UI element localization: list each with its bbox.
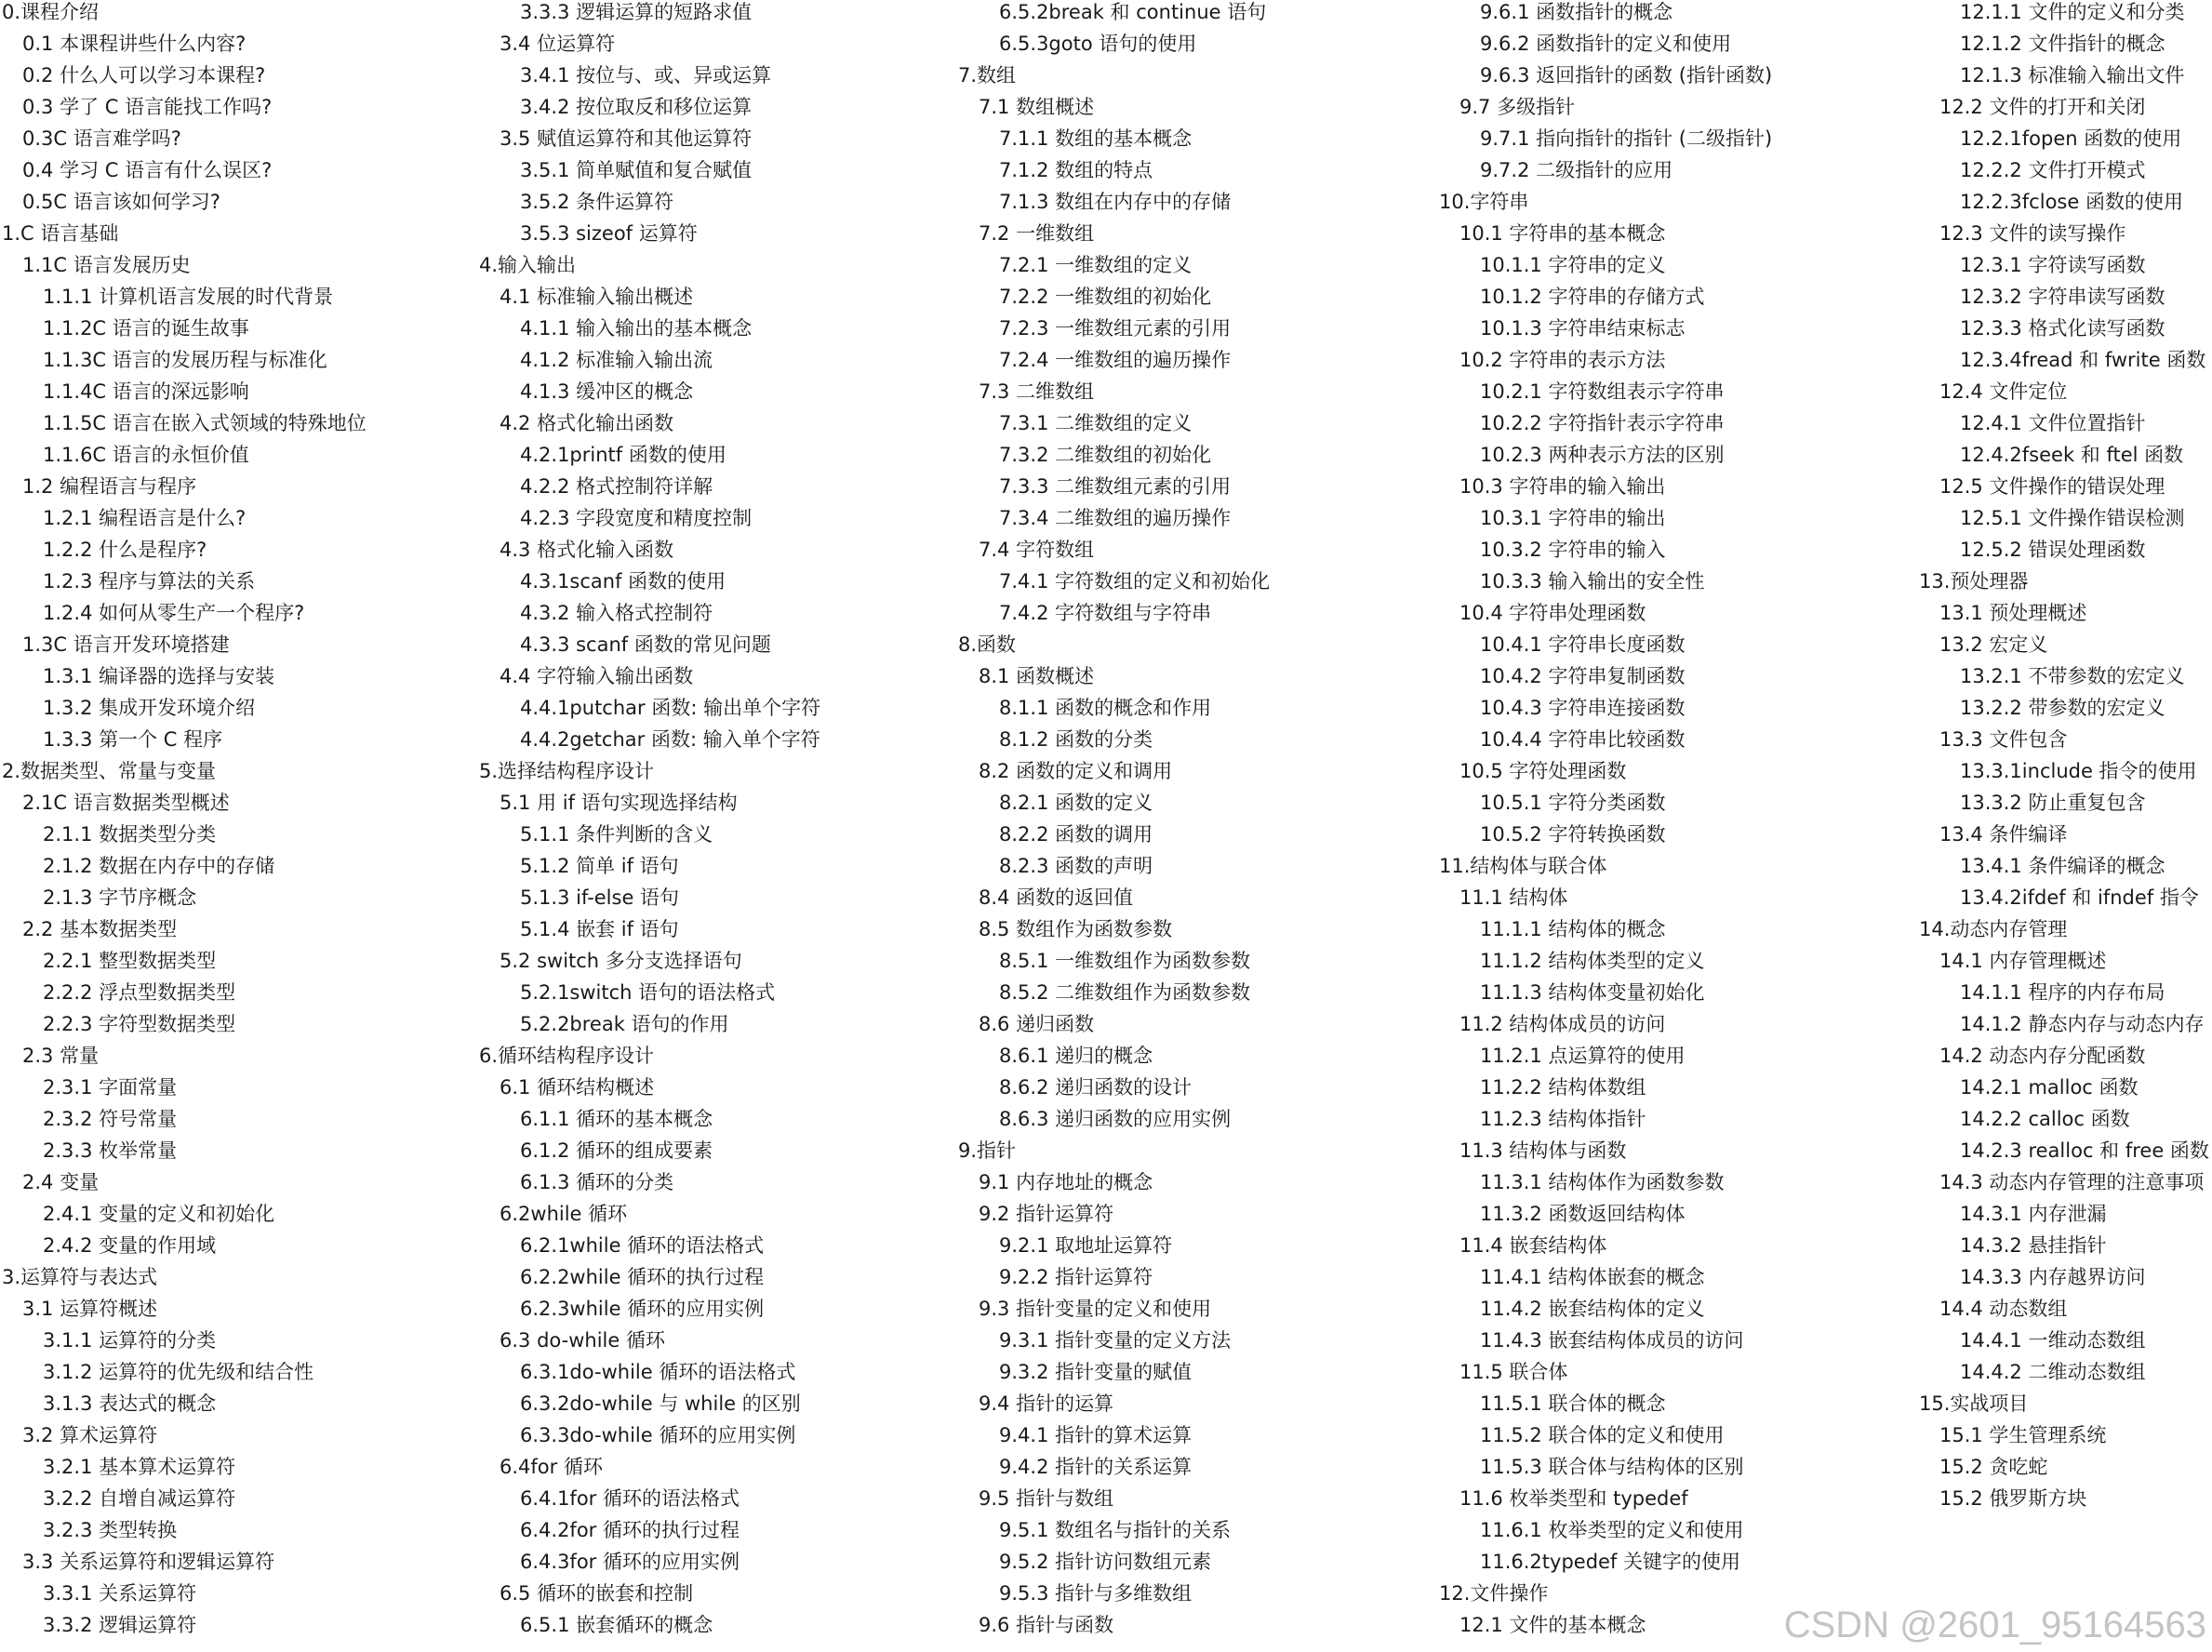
toc-section: 15.1 学生管理系统 bbox=[1939, 1424, 2107, 1446]
toc-chapter: 14.动态内存管理 bbox=[1919, 918, 2068, 940]
toc-subsection: 6.4.3for 循环的应用实例 bbox=[520, 1551, 740, 1573]
toc-subsection: 10.5.2 字符转换函数 bbox=[1480, 823, 1666, 846]
toc-subsection: 2.4.1 变量的定义和初始化 bbox=[43, 1203, 275, 1225]
toc-section: 7.2 一维数组 bbox=[979, 222, 1095, 245]
toc-subsection: 10.4.3 字符串连接函数 bbox=[1480, 697, 1686, 719]
toc-subsection: 6.4.1for 循环的语法格式 bbox=[520, 1487, 740, 1510]
toc-subsection: 7.1.1 数组的基本概念 bbox=[999, 127, 1193, 150]
toc-subsection: 7.1.2 数组的特点 bbox=[999, 159, 1153, 181]
toc-subsection: 7.3.2 二维数组的初始化 bbox=[999, 444, 1212, 466]
toc-subsection: 12.4.1 文件位置指针 bbox=[1960, 412, 2146, 434]
toc-section: 1.1C 语言发展历史 bbox=[22, 254, 191, 276]
toc-subsection: 9.6.1 函数指针的概念 bbox=[1480, 1, 1673, 23]
toc-section: 10.1 字符串的基本概念 bbox=[1459, 222, 1666, 245]
toc-subsection: 8.5.2 二维数组作为函数参数 bbox=[999, 981, 1251, 1004]
toc-subsection: 8.2.1 函数的定义 bbox=[999, 792, 1153, 814]
toc-chapter: 10.字符串 bbox=[1439, 191, 1529, 213]
toc-subsection: 9.4.2 指针的关系运算 bbox=[999, 1456, 1193, 1478]
toc-section: 9.4 指针的运算 bbox=[979, 1392, 1114, 1415]
toc-subsection: 2.3.2 符号常量 bbox=[43, 1108, 178, 1130]
toc-subsection: 10.4.1 字符串长度函数 bbox=[1480, 633, 1686, 656]
toc-section: 7.4 字符数组 bbox=[979, 539, 1095, 561]
toc-subsection: 4.3.2 输入格式控制符 bbox=[520, 602, 713, 624]
toc-subsection: 4.1.1 输入输出的基本概念 bbox=[520, 317, 753, 340]
toc-subsection: 1.1.6C 语言的永恒价值 bbox=[43, 444, 249, 466]
toc-subsection: 10.4.4 字符串比较函数 bbox=[1480, 728, 1686, 751]
toc-subsection: 8.1.1 函数的概念和作用 bbox=[999, 697, 1212, 719]
toc-section: 5.2 switch 多分支选择语句 bbox=[500, 950, 742, 972]
toc-subsection: 2.2.3 字符型数据类型 bbox=[43, 1013, 236, 1035]
toc-subsection: 2.3.1 字面常量 bbox=[43, 1076, 178, 1099]
toc-subsection: 2.1.1 数据类型分类 bbox=[43, 823, 217, 846]
toc-subsection: 3.3.2 逻辑运算符 bbox=[43, 1614, 197, 1636]
toc-section: 6.1 循环结构概述 bbox=[500, 1076, 655, 1099]
toc-subsection: 2.3.3 枚举常量 bbox=[43, 1139, 178, 1162]
toc-section: 4.4 字符输入输出函数 bbox=[500, 665, 694, 687]
toc-subsection: 5.1.3 if-else 语句 bbox=[520, 886, 680, 909]
toc-subsection: 14.4.1 一维动态数组 bbox=[1960, 1329, 2146, 1352]
toc-subsection: 14.1.1 程序的内存布局 bbox=[1960, 981, 2165, 1004]
toc-subsection: 12.3.4fread 和 fwrite 函数 bbox=[1960, 349, 2206, 371]
toc-subsection: 8.2.2 函数的调用 bbox=[999, 823, 1153, 846]
toc-subsection: 1.1.5C 语言在嵌入式领域的特殊地位 bbox=[43, 412, 366, 434]
toc-subsection: 7.2.3 一维数组元素的引用 bbox=[999, 317, 1232, 340]
toc-section: 4.2 格式化输出函数 bbox=[500, 412, 674, 434]
toc-subsection: 9.5.3 指针与多维数组 bbox=[999, 1582, 1193, 1605]
toc-subsection: 11.4.1 结构体嵌套的概念 bbox=[1480, 1266, 1705, 1288]
toc-subsection: 9.4.1 指针的算术运算 bbox=[999, 1424, 1193, 1446]
toc-chapter: 8.函数 bbox=[958, 633, 1017, 656]
toc-subsection: 11.1.2 结构体类型的定义 bbox=[1480, 950, 1705, 972]
toc-chapter: 5.选择结构程序设计 bbox=[479, 760, 655, 782]
toc-subsection: 10.4.2 字符串复制函数 bbox=[1480, 665, 1686, 687]
toc-subsection: 1.1.2C 语言的诞生故事 bbox=[43, 317, 249, 340]
toc-subsection: 8.1.2 函数的分类 bbox=[999, 728, 1153, 751]
toc-section: 12.3 文件的读写操作 bbox=[1939, 222, 2126, 245]
toc-section: 12.5 文件操作的错误处理 bbox=[1939, 475, 2165, 498]
toc-section: 1.3C 语言开发环境搭建 bbox=[22, 633, 230, 656]
toc-subsection: 3.4.2 按位取反和移位运算 bbox=[520, 96, 753, 118]
toc-subsection: 13.4.2ifdef 和 ifndef 指令 bbox=[1960, 886, 2199, 909]
toc-subsection: 6.5.1 嵌套循环的概念 bbox=[520, 1614, 713, 1636]
toc-subsection: 12.1.2 文件指针的概念 bbox=[1960, 33, 2165, 55]
toc-subsection: 12.2.3fclose 函数的使用 bbox=[1960, 191, 2183, 213]
toc-subsection: 14.2.1 malloc 函数 bbox=[1960, 1076, 2139, 1099]
toc-subsection: 12.4.2fseek 和 ftel 函数 bbox=[1960, 444, 2184, 466]
toc-subsection: 9.7.2 二级指针的应用 bbox=[1480, 159, 1673, 181]
toc-subsection: 5.1.4 嵌套 if 语句 bbox=[520, 918, 679, 940]
toc-subsection: 7.2.4 一维数组的遍历操作 bbox=[999, 349, 1232, 371]
toc-subsection: 13.2.2 带参数的宏定义 bbox=[1960, 697, 2165, 719]
toc-subsection: 11.6.1 枚举类型的定义和使用 bbox=[1480, 1519, 1744, 1541]
toc-subsection: 13.3.2 防止重复包含 bbox=[1960, 792, 2146, 814]
toc-subsection: 3.1.2 运算符的优先级和结合性 bbox=[43, 1361, 314, 1383]
toc-section: 9.3 指针变量的定义和使用 bbox=[979, 1298, 1212, 1320]
toc-subsection: 8.2.3 函数的声明 bbox=[999, 855, 1153, 877]
toc-section: 8.5 数组作为函数参数 bbox=[979, 918, 1173, 940]
toc-subsection: 10.2.1 字符数组表示字符串 bbox=[1480, 380, 1725, 403]
toc-subsection: 12.3.1 字符读写函数 bbox=[1960, 254, 2146, 276]
toc-subsection: 12.5.2 错误处理函数 bbox=[1960, 539, 2146, 561]
toc-subsection: 11.4.2 嵌套结构体的定义 bbox=[1480, 1298, 1705, 1320]
toc-subsection: 10.3.1 字符串的输出 bbox=[1480, 507, 1666, 529]
toc-section: 14.4 动态数组 bbox=[1939, 1298, 2068, 1320]
toc-subsection: 4.2.1printf 函数的使用 bbox=[520, 444, 726, 466]
toc-chapter: 3.运算符与表达式 bbox=[2, 1266, 158, 1288]
toc-section: 8.1 函数概述 bbox=[979, 665, 1095, 687]
toc-subsection: 9.6.2 函数指针的定义和使用 bbox=[1480, 33, 1732, 55]
toc-subsection: 6.1.3 循环的分类 bbox=[520, 1171, 674, 1193]
toc-subsection: 12.5.1 文件操作错误检测 bbox=[1960, 507, 2185, 529]
toc-section: 9.7 多级指针 bbox=[1459, 96, 1576, 118]
toc-subsection: 10.3.2 字符串的输入 bbox=[1480, 539, 1666, 561]
toc-subsection: 6.1.2 循环的组成要素 bbox=[520, 1139, 713, 1162]
toc-chapter: 12.文件操作 bbox=[1439, 1582, 1549, 1605]
toc-section: 2.3 常量 bbox=[22, 1045, 100, 1067]
toc-section: 13.3 文件包含 bbox=[1939, 728, 2068, 751]
toc-section: 10.3 字符串的输入输出 bbox=[1459, 475, 1666, 498]
toc-section: 3.1 运算符概述 bbox=[22, 1298, 158, 1320]
toc-section: 11.4 嵌套结构体 bbox=[1459, 1234, 1607, 1257]
toc-section: 6.5 循环的嵌套和控制 bbox=[500, 1582, 694, 1605]
toc-subsection: 2.2.1 整型数据类型 bbox=[43, 950, 217, 972]
toc-section: 7.3 二维数组 bbox=[979, 380, 1095, 403]
toc-subsection: 10.1.1 字符串的定义 bbox=[1480, 254, 1666, 276]
toc-subsection: 3.3.1 关系运算符 bbox=[43, 1582, 197, 1605]
toc-section: 14.1 内存管理概述 bbox=[1939, 950, 2107, 972]
toc-section: 13.4 条件编译 bbox=[1939, 823, 2068, 846]
toc-subsection: 7.2.2 一维数组的初始化 bbox=[999, 286, 1212, 308]
toc-subsection: 12.2.2 文件打开模式 bbox=[1960, 159, 2146, 181]
toc-subsection: 4.4.2getchar 函数: 输入单个字符 bbox=[520, 728, 820, 751]
toc-chapter: 15.实战项目 bbox=[1919, 1392, 2029, 1415]
toc-section: 6.4for 循环 bbox=[500, 1456, 603, 1478]
toc-subsection: 10.1.3 字符串结束标志 bbox=[1480, 317, 1686, 340]
toc-subsection: 1.2.1 编程语言是什么? bbox=[43, 507, 247, 529]
toc-subsection: 10.2.3 两种表示方法的区别 bbox=[1480, 444, 1725, 466]
toc-subsection: 7.4.2 字符数组与字符串 bbox=[999, 602, 1212, 624]
toc-section: 0.4 学习 C 语言有什么误区? bbox=[22, 159, 273, 181]
toc-subsection: 6.2.1while 循环的语法格式 bbox=[520, 1234, 765, 1257]
toc-section: 3.2 算术运算符 bbox=[22, 1424, 158, 1446]
toc-section: 0.5C 语言该如何学习? bbox=[22, 191, 220, 213]
toc-subsection: 7.4.1 字符数组的定义和初始化 bbox=[999, 570, 1271, 593]
toc-subsection: 3.1.3 表达式的概念 bbox=[43, 1392, 217, 1415]
toc-section: 1.2 编程语言与程序 bbox=[22, 475, 197, 498]
toc-section: 11.1 结构体 bbox=[1459, 886, 1568, 909]
toc-section: 9.1 内存地址的概念 bbox=[979, 1171, 1153, 1193]
toc-section: 8.6 递归函数 bbox=[979, 1013, 1095, 1035]
toc-section: 14.3 动态内存管理的注意事项 bbox=[1939, 1171, 2205, 1193]
toc-subsection: 7.3.1 二维数组的定义 bbox=[999, 412, 1193, 434]
toc-section: 9.6 指针与函数 bbox=[979, 1614, 1114, 1636]
toc-section: 8.2 函数的定义和调用 bbox=[979, 760, 1173, 782]
toc-subsection: 6.5.3goto 语句的使用 bbox=[999, 33, 1197, 55]
toc-subsection: 9.3.2 指针变量的赋值 bbox=[999, 1361, 1193, 1383]
toc-subsection: 4.1.2 标准输入输出流 bbox=[520, 349, 713, 371]
toc-subsection: 9.6.3 返回指针的函数 (指针函数) bbox=[1480, 64, 1773, 87]
toc-subsection: 11.1.3 结构体变量初始化 bbox=[1480, 981, 1705, 1004]
toc-subsection: 14.2.3 realloc 和 free 函数 bbox=[1960, 1139, 2209, 1162]
toc-subsection: 5.2.2break 语句的作用 bbox=[520, 1013, 729, 1035]
toc-section: 10.4 字符串处理函数 bbox=[1459, 602, 1646, 624]
toc-subsection: 5.1.2 简单 if 语句 bbox=[520, 855, 679, 877]
toc-subsection: 9.7.1 指向指针的指针 (二级指针) bbox=[1480, 127, 1773, 150]
toc-subsection: 9.2.2 指针运算符 bbox=[999, 1266, 1153, 1288]
toc-chapter: 4.输入输出 bbox=[479, 254, 577, 276]
toc-subsection: 5.2.1switch 语句的语法格式 bbox=[520, 981, 776, 1004]
toc-subsection: 2.1.2 数据在内存中的存储 bbox=[43, 855, 275, 877]
toc-subsection: 8.6.2 递归函数的设计 bbox=[999, 1076, 1193, 1099]
toc-subsection: 4.2.3 字段宽度和精度控制 bbox=[520, 507, 753, 529]
toc-section: 6.2while 循环 bbox=[500, 1203, 628, 1225]
toc-subsection: 13.2.1 不带参数的宏定义 bbox=[1960, 665, 2185, 687]
toc-subsection: 6.1.1 循环的基本概念 bbox=[520, 1108, 713, 1130]
toc-subsection: 1.3.3 第一个 C 程序 bbox=[43, 728, 223, 751]
toc-subsection: 3.4.1 按位与、或、异或运算 bbox=[520, 64, 772, 87]
toc-chapter: 11.结构体与联合体 bbox=[1439, 855, 1607, 877]
toc-section: 11.5 联合体 bbox=[1459, 1361, 1568, 1383]
toc-subsection: 11.2.2 结构体数组 bbox=[1480, 1076, 1646, 1099]
toc-section: 12.1 文件的基本概念 bbox=[1459, 1614, 1646, 1636]
toc-subsection: 14.4.2 二维动态数组 bbox=[1960, 1361, 2146, 1383]
toc-subsection: 6.2.2while 循环的执行过程 bbox=[520, 1266, 765, 1288]
toc-subsection: 14.3.1 内存泄漏 bbox=[1960, 1203, 2107, 1225]
toc-section: 2.2 基本数据类型 bbox=[22, 918, 178, 940]
toc-section: 15.2 俄罗斯方块 bbox=[1939, 1487, 2087, 1510]
toc-section: 3.5 赋值运算符和其他运算符 bbox=[500, 127, 753, 150]
toc-section: 0.1 本课程讲些什么内容? bbox=[22, 33, 247, 55]
toc-subsection: 10.3.3 输入输出的安全性 bbox=[1480, 570, 1705, 593]
toc-section: 9.2 指针运算符 bbox=[979, 1203, 1114, 1225]
toc-subsection: 2.1.3 字节序概念 bbox=[43, 886, 197, 909]
toc-subsection: 11.2.1 点运算符的使用 bbox=[1480, 1045, 1686, 1067]
toc-section: 0.2 什么人可以学习本课程? bbox=[22, 64, 266, 87]
toc-subsection: 2.4.2 变量的作用域 bbox=[43, 1234, 217, 1257]
toc-subsection: 3.2.3 类型转换 bbox=[43, 1519, 178, 1541]
toc-section: 0.3C 语言难学吗? bbox=[22, 127, 181, 150]
toc-subsection: 11.3.1 结构体作为函数参数 bbox=[1480, 1171, 1725, 1193]
toc-subsection: 6.2.3while 循环的应用实例 bbox=[520, 1298, 765, 1320]
toc-section: 11.6 枚举类型和 typedef bbox=[1459, 1487, 1688, 1510]
toc-subsection: 1.1.1 计算机语言发展的时代背景 bbox=[43, 286, 334, 308]
toc-section: 15.2 贪吃蛇 bbox=[1939, 1456, 2048, 1478]
toc-subsection: 1.2.3 程序与算法的关系 bbox=[43, 570, 256, 593]
toc-chapter: 0.课程介绍 bbox=[2, 1, 100, 23]
toc-subsection: 4.1.3 缓冲区的概念 bbox=[520, 380, 694, 403]
toc-subsection: 14.2.2 calloc 函数 bbox=[1960, 1108, 2130, 1130]
toc-subsection: 14.3.3 内存越界访问 bbox=[1960, 1266, 2146, 1288]
toc-section: 10.2 字符串的表示方法 bbox=[1459, 349, 1666, 371]
toc-subsection: 6.3.3do-while 循环的应用实例 bbox=[520, 1424, 796, 1446]
toc-subsection: 5.1.1 条件判断的含义 bbox=[520, 823, 713, 846]
toc-subsection: 1.3.2 集成开发环境介绍 bbox=[43, 697, 256, 719]
toc-section: 0.3 学了 C 语言能找工作吗? bbox=[22, 96, 273, 118]
toc-subsection: 1.3.1 编译器的选择与安装 bbox=[43, 665, 275, 687]
toc-subsection: 1.1.4C 语言的深远影响 bbox=[43, 380, 249, 403]
toc-subsection: 12.3.2 字符串读写函数 bbox=[1960, 286, 2165, 308]
toc-subsection: 10.2.2 字符指针表示字符串 bbox=[1480, 412, 1725, 434]
toc-section: 13.2 宏定义 bbox=[1939, 633, 2048, 656]
toc-chapter: 9.指针 bbox=[958, 1139, 1017, 1162]
toc-section: 10.5 字符处理函数 bbox=[1459, 760, 1627, 782]
toc-subsection: 8.5.1 一维数组作为函数参数 bbox=[999, 950, 1251, 972]
toc-subsection: 9.5.2 指针访问数组元素 bbox=[999, 1551, 1212, 1573]
toc-subsection: 8.6.3 递归函数的应用实例 bbox=[999, 1108, 1232, 1130]
toc-subsection: 7.2.1 一维数组的定义 bbox=[999, 254, 1193, 276]
toc-subsection: 3.5.1 简单赋值和复合赋值 bbox=[520, 159, 753, 181]
toc-chapter: 2.数据类型、常量与变量 bbox=[2, 760, 217, 782]
toc-subsection: 1.2.2 什么是程序? bbox=[43, 539, 207, 561]
toc-subsection: 11.5.1 联合体的概念 bbox=[1480, 1392, 1666, 1415]
toc-section: 6.3 do-while 循环 bbox=[500, 1329, 665, 1352]
toc-subsection: 3.2.2 自增自减运算符 bbox=[43, 1487, 236, 1510]
toc-section: 14.2 动态内存分配函数 bbox=[1939, 1045, 2146, 1067]
toc-subsection: 8.6.1 递归的概念 bbox=[999, 1045, 1153, 1067]
toc-section: 13.1 预处理概述 bbox=[1939, 602, 2087, 624]
toc-subsection: 6.4.2for 循环的执行过程 bbox=[520, 1519, 740, 1541]
toc-subsection: 3.5.3 sizeof 运算符 bbox=[520, 222, 698, 245]
toc-subsection: 6.5.2break 和 continue 语句 bbox=[999, 1, 1267, 23]
toc-subsection: 4.3.3 scanf 函数的常见问题 bbox=[520, 633, 771, 656]
toc-subsection: 1.2.4 如何从零生产一个程序? bbox=[43, 602, 305, 624]
toc-section: 8.4 函数的返回值 bbox=[979, 886, 1134, 909]
toc-subsection: 3.3.3 逻辑运算的短路求值 bbox=[520, 1, 753, 23]
csdn-watermark: CSDN @2601_95164563 bbox=[1783, 1605, 2206, 1645]
toc-section: 3.3 关系运算符和逻辑运算符 bbox=[22, 1551, 275, 1573]
toc-subsection: 12.1.1 文件的定义和分类 bbox=[1960, 1, 2185, 23]
toc-subsection: 3.1.1 运算符的分类 bbox=[43, 1329, 217, 1352]
toc-subsection: 7.3.3 二维数组元素的引用 bbox=[999, 475, 1232, 498]
toc-section: 12.4 文件定位 bbox=[1939, 380, 2068, 403]
toc-subsection: 11.6.2typedef 关键字的使用 bbox=[1480, 1551, 1741, 1573]
toc-subsection: 13.3.1include 指令的使用 bbox=[1960, 760, 2197, 782]
toc-subsection: 11.2.3 结构体指针 bbox=[1480, 1108, 1646, 1130]
toc-subsection: 2.2.2 浮点型数据类型 bbox=[43, 981, 236, 1004]
toc-subsection: 6.3.1do-while 循环的语法格式 bbox=[520, 1361, 796, 1383]
toc-subsection: 9.5.1 数组名与指针的关系 bbox=[999, 1519, 1232, 1541]
toc-subsection: 14.1.2 静态内存与动态内存 bbox=[1960, 1013, 2205, 1035]
toc-section: 9.5 指针与数组 bbox=[979, 1487, 1114, 1510]
toc-subsection: 13.4.1 条件编译的概念 bbox=[1960, 855, 2165, 877]
toc-subsection: 11.5.3 联合体与结构体的区别 bbox=[1480, 1456, 1744, 1478]
toc-subsection: 10.5.1 字符分类函数 bbox=[1480, 792, 1666, 814]
toc-subsection: 11.1.1 结构体的概念 bbox=[1480, 918, 1666, 940]
toc-subsection: 3.5.2 条件运算符 bbox=[520, 191, 674, 213]
toc-subsection: 11.3.2 函数返回结构体 bbox=[1480, 1203, 1686, 1225]
toc-section: 2.1C 语言数据类型概述 bbox=[22, 792, 230, 814]
toc-subsection: 12.2.1fopen 函数的使用 bbox=[1960, 127, 2182, 150]
toc-section: 11.2 结构体成员的访问 bbox=[1459, 1013, 1666, 1035]
toc-subsection: 11.4.3 嵌套结构体成员的访问 bbox=[1480, 1329, 1744, 1352]
toc-subsection: 14.3.2 悬挂指针 bbox=[1960, 1234, 2107, 1257]
toc-subsection: 6.3.2do-while 与 while 的区别 bbox=[520, 1392, 801, 1415]
toc-subsection: 4.3.1scanf 函数的使用 bbox=[520, 570, 726, 593]
toc-section: 5.1 用 if 语句实现选择结构 bbox=[500, 792, 738, 814]
toc-subsection: 9.3.1 指针变量的定义方法 bbox=[999, 1329, 1232, 1352]
toc-section: 2.4 变量 bbox=[22, 1171, 100, 1193]
toc-section: 4.1 标准输入输出概述 bbox=[500, 286, 694, 308]
toc-subsection: 9.2.1 取地址运算符 bbox=[999, 1234, 1173, 1257]
toc-subsection: 11.5.2 联合体的定义和使用 bbox=[1480, 1424, 1725, 1446]
toc-subsection: 4.4.1putchar 函数: 输出单个字符 bbox=[520, 697, 821, 719]
toc-chapter: 6.循环结构程序设计 bbox=[479, 1045, 655, 1067]
toc-section: 11.3 结构体与函数 bbox=[1459, 1139, 1627, 1162]
toc-section: 7.1 数组概述 bbox=[979, 96, 1095, 118]
toc-subsection: 12.1.3 标准输入输出文件 bbox=[1960, 64, 2185, 87]
toc-subsection: 10.1.2 字符串的存储方式 bbox=[1480, 286, 1705, 308]
toc-subsection: 4.2.2 格式控制符详解 bbox=[520, 475, 713, 498]
toc-chapter: 1.C 语言基础 bbox=[2, 222, 119, 245]
toc-subsection: 1.1.3C 语言的发展历程与标准化 bbox=[43, 349, 327, 371]
toc-section: 4.3 格式化输入函数 bbox=[500, 539, 674, 561]
toc-chapter: 7.数组 bbox=[958, 64, 1017, 87]
toc-subsection: 7.3.4 二维数组的遍历操作 bbox=[999, 507, 1232, 529]
toc-subsection: 7.1.3 数组在内存中的存储 bbox=[999, 191, 1232, 213]
toc-subsection: 3.2.1 基本算术运算符 bbox=[43, 1456, 236, 1478]
toc-chapter: 13.预处理器 bbox=[1919, 570, 2029, 593]
toc-subsection: 12.3.3 格式化读写函数 bbox=[1960, 317, 2165, 340]
toc-section: 12.2 文件的打开和关闭 bbox=[1939, 96, 2146, 118]
toc-section: 3.4 位运算符 bbox=[500, 33, 616, 55]
